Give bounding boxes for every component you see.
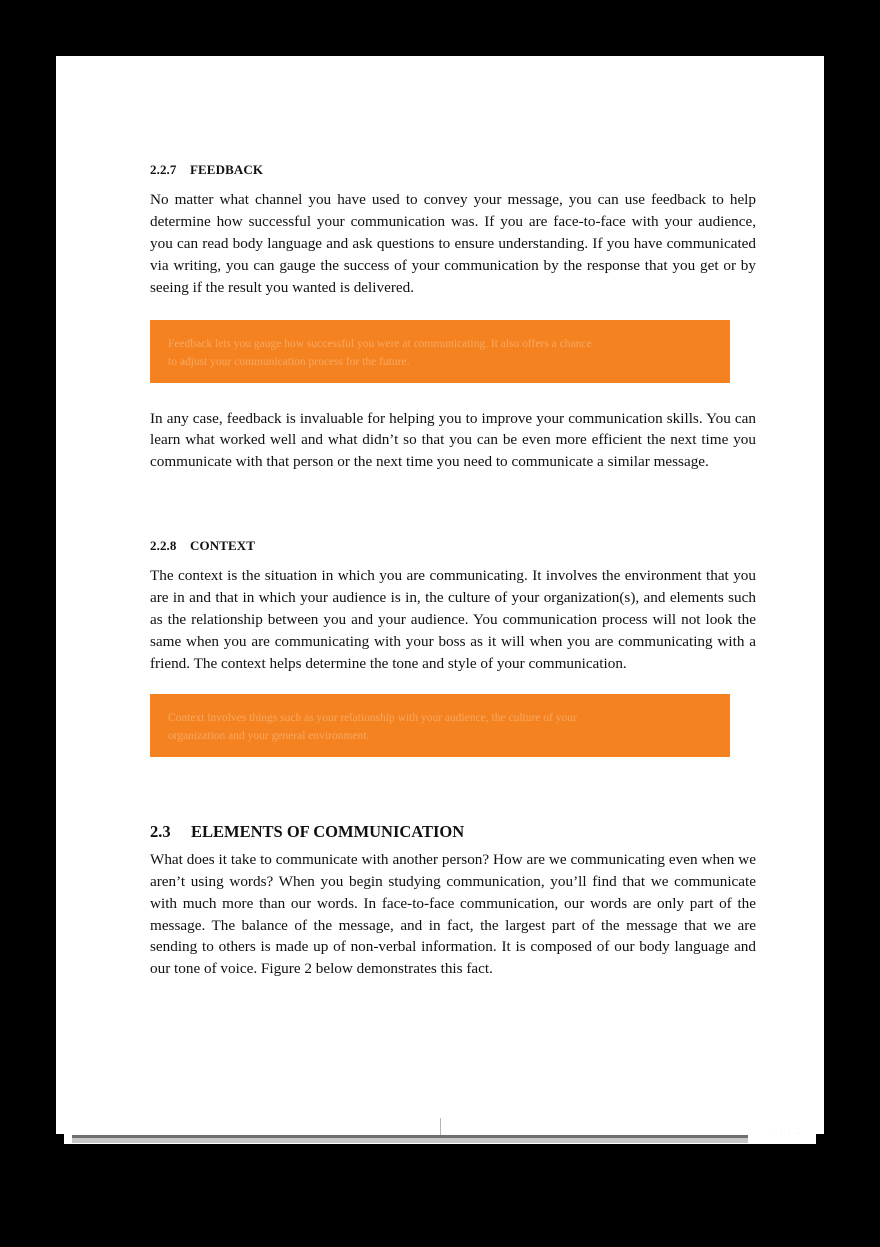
callout-line: Feedback lets you gauge how successful you were at communicating. It also offers a chance	[168, 337, 592, 350]
page-content	[150, 160, 756, 980]
section-title: ELEMENTS OF COMMUNICATION	[191, 821, 465, 841]
context-paragraph-1: The context is the situation in which you are communicating. It involves the environment that you are in and that in which your audience is in, the culture of your organization(s), and elements such as the relationship between you and your audience. You communication process will not look the same when you are communicating with your boss as it will when you are communicating with a friend. The context helps determine the tone and style of your communication.	[150, 567, 756, 672]
subsection-heading-context	[150, 536, 756, 556]
feedback-callout-box	[150, 320, 730, 383]
section-heading-elements-of-communication	[150, 821, 756, 843]
callout-line: organization and your general environment.	[168, 729, 370, 742]
subsection-heading-feedback	[150, 160, 756, 180]
section-number: 2.3	[150, 821, 171, 841]
callout-line: Context involves things such as your relationship with your audience, the culture of your	[168, 711, 577, 724]
footer-rule-shadow	[72, 1138, 748, 1143]
callout-line: to adjust your communication process for the future.	[168, 355, 410, 368]
subsection-number: 2.2.8	[150, 538, 177, 554]
page-number: · · · ·	[772, 1130, 802, 1137]
feedback-paragraph-1: No matter what channel you have used to convey your message, you can use feedback to help determine how successful your communication was. If you are face-to-face with your audience, you can read body language and ask questions to ensure understanding. If you have communicated via writing, you can gauge the success of your communication by the response that you get or by seeing if the result you wanted is delivered.	[150, 191, 756, 296]
context-callout-box	[150, 694, 730, 757]
feedback-paragraph-2: In any case, feedback is invaluable for helping you to improve your communication skills. You can learn what worked well and what didn’t so that you can be even more efficient the next time you communicate with that person or the next time you need to communicate a similar message.	[150, 409, 756, 471]
subsection-number: 2.2.7	[150, 162, 177, 177]
subsection-title: CONTEXT	[190, 538, 255, 554]
subsection-title: FEEDBACK	[190, 162, 264, 177]
elements-paragraph-1: What does it take to communicate with another person? How are we communicating even when we aren’t using words? When you begin studying communication, you’ll find that we communicate with much more than our words. In face-to-face communication, our words are only part of the message. The balance of the message, and in fact, the largest part of the message that we are sending to others is made up of non-verbal information. It is composed of our body language and our tone of voice. Figure 2 below demonstrates this fact.	[150, 850, 756, 978]
